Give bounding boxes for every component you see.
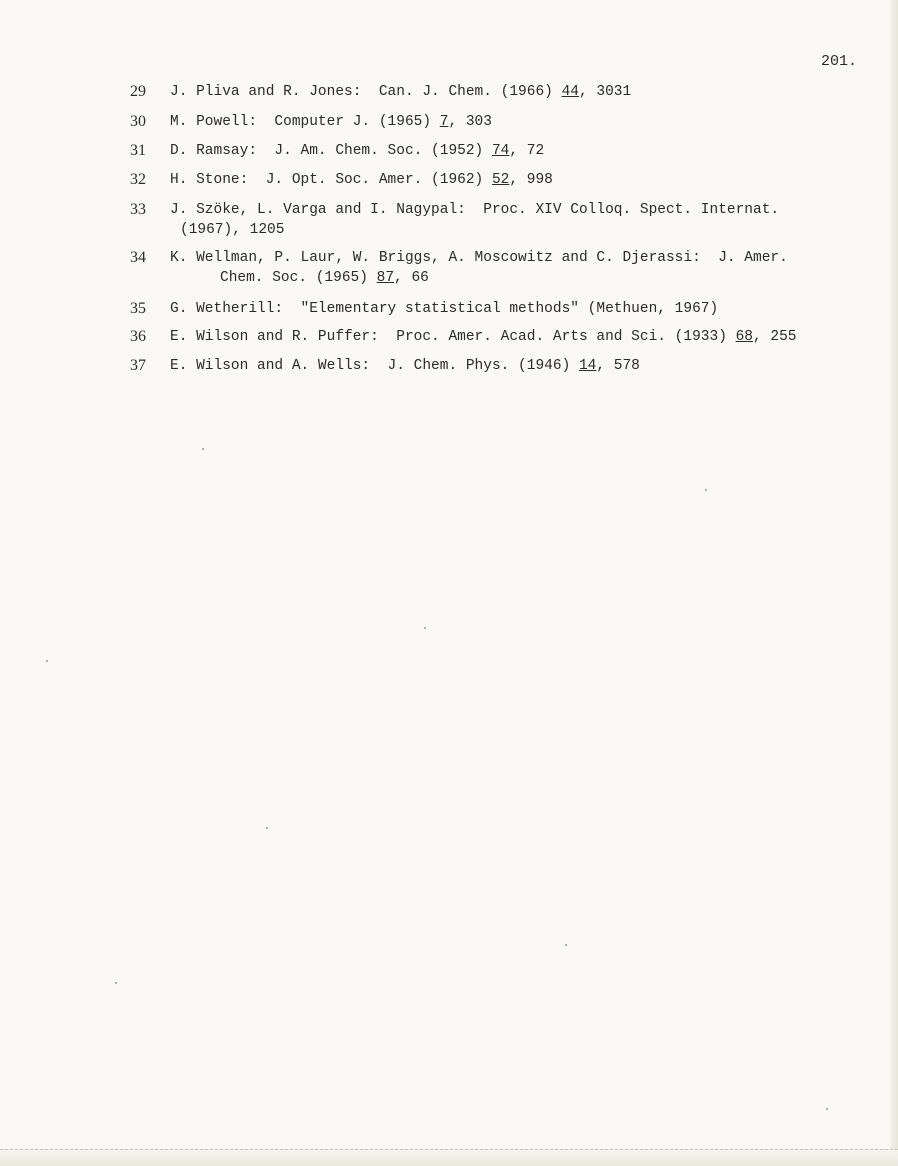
reference-text: J. Pliva and R. Jones: Can. J. Chem. (1966) 44, 3031 (170, 84, 632, 100)
paper-speck (826, 1108, 828, 1110)
reference-text: M. Powell: Computer J. (1965) 7, 303 (170, 114, 492, 130)
volume-number: 52 (491, 172, 510, 188)
volume-number: 14 (578, 358, 597, 374)
reference-number: 36 (130, 328, 146, 345)
volume-number: 87 (376, 270, 395, 286)
volume-number: 74 (491, 143, 510, 159)
reference-number: 34 (130, 249, 146, 266)
reference-text: E. Wilson and A. Wells: J. Chem. Phys. (1946) 14, 578 (170, 358, 640, 374)
reference-text: E. Wilson and R. Puffer: Proc. Amer. Acad. Arts and Sci. (1933) 68, 255 (170, 329, 797, 345)
paper-speck (565, 944, 567, 946)
reference-number: 30 (130, 113, 146, 130)
reference-text: J. Szöke, L. Varga and I. Nagypal: Proc. XIV Colloq. Spect. Internat. (170, 202, 780, 218)
reference-item-37 (130, 356, 640, 436)
reference-text: H. Stone: J. Opt. Soc. Amer. (1962) 52, 998 (170, 172, 553, 188)
paper-speck (115, 982, 117, 984)
reference-number: 32 (130, 171, 146, 188)
page-number: 201. (821, 53, 858, 70)
paper-speck (266, 827, 268, 829)
paper-speck (705, 489, 707, 491)
volume-number: 68 (735, 329, 753, 345)
reference-continuation: Chem. Soc. (1965) 87, 66 (220, 270, 429, 286)
reference-continuation: (1967), 1205 (180, 222, 285, 238)
volume-number: 7 (439, 114, 449, 130)
reference-number: 31 (130, 142, 146, 159)
page-edge-right (890, 0, 898, 1166)
paper-speck (424, 627, 426, 629)
reference-number: 33 (130, 201, 146, 218)
paper-speck (202, 448, 204, 450)
reference-number: 29 (130, 83, 146, 100)
paper-speck (46, 660, 48, 662)
volume-number: 44 (561, 84, 579, 100)
reference-number: 35 (130, 300, 146, 317)
reference-number: 37 (130, 357, 146, 374)
page-edge-bottom (0, 1149, 898, 1166)
reference-text: G. Wetherill: "Elementary statistical methods" (Methuen, 1967) (170, 301, 719, 317)
reference-text: K. Wellman, P. Laur, W. Briggs, A. Moscowitz and C. Djerassi: J. Amer. (170, 250, 788, 266)
reference-text: D. Ramsay: J. Am. Chem. Soc. (1952) 74, 72 (170, 143, 545, 159)
